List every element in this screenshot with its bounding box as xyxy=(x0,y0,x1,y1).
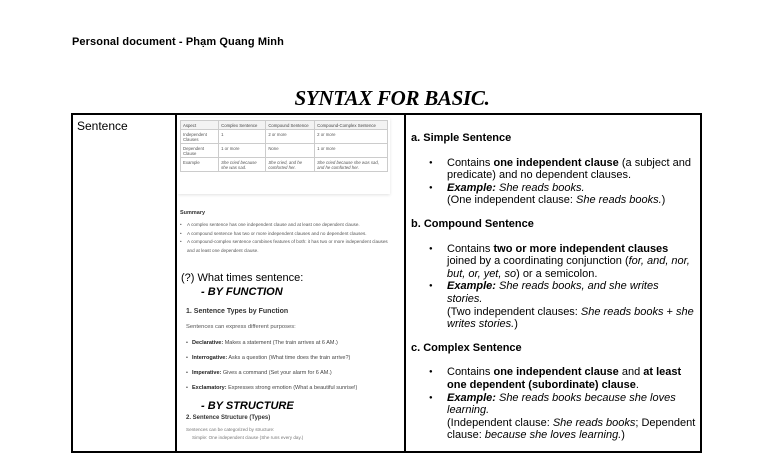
example-text: She reads books, and she writes stories. xyxy=(447,280,659,305)
section-heading: c. Complex Sentence xyxy=(411,341,522,354)
italic-text: She reads books. xyxy=(576,194,662,207)
text: and xyxy=(618,366,644,379)
table-cell: 2 or more xyxy=(315,130,388,144)
section-title: 2. Sentence Structure (Types) xyxy=(186,415,271,421)
row-label: Sentence xyxy=(77,119,128,133)
list-item xyxy=(411,157,696,182)
list-item xyxy=(192,370,402,376)
section-heading: a. Simple Sentence xyxy=(411,132,512,144)
table-cell: 1 or more xyxy=(219,144,266,158)
example-text: She reads books. xyxy=(495,181,585,194)
section-heading: b. Compound Sentence xyxy=(411,217,534,230)
text: (Two independent clauses: xyxy=(447,305,581,318)
text: ) xyxy=(514,318,518,331)
text: Contains xyxy=(447,156,494,169)
table-cell: Example xyxy=(181,158,219,172)
term-label: Declarative: xyxy=(192,340,224,346)
table-header-cell: Complex Sentence xyxy=(219,121,266,130)
text: (Independent clause: xyxy=(447,416,553,429)
table-row xyxy=(181,144,388,158)
table-cell: Dependent Clause xyxy=(181,144,219,158)
list-item: • A complex sentence has one independent clause and at least one dependent clause. xyxy=(180,221,390,230)
term-label: Imperative: xyxy=(192,370,222,376)
bullet-list xyxy=(411,157,696,207)
italic-text: She reads books xyxy=(552,416,636,429)
term-desc: Expresses strong emotion (What a beautiful sunrise!) xyxy=(228,385,358,391)
document-header: Personal document - Phạm Quang Minh xyxy=(72,36,284,48)
table-cell: She cried because she was sad, and he comforted her. xyxy=(315,158,388,172)
table-header-row xyxy=(181,121,388,130)
table-cell: 1 xyxy=(219,130,266,144)
bold-text: at least one dependent (subordinate) clause xyxy=(447,366,682,391)
term-label: Exclamatory: xyxy=(192,385,227,391)
italic-text: because she loves learning. xyxy=(484,429,622,442)
text: . xyxy=(635,378,639,391)
table-header-cell: Compound Sentence xyxy=(266,121,315,130)
function-heading: - BY FUNCTION xyxy=(201,286,283,298)
table-cell: 1 or more xyxy=(315,144,388,158)
text: + xyxy=(663,305,677,318)
bold-text: two or more independent clauses xyxy=(493,242,669,255)
summary-list xyxy=(180,221,390,255)
table-header-cell: Compound-Complex Sentence xyxy=(315,121,388,130)
table-cell: She cried because she was sad. xyxy=(219,158,266,172)
table-cell: None xyxy=(266,144,315,158)
bold-text: one independent clause xyxy=(493,366,619,379)
text: Contains xyxy=(447,366,494,379)
list-item: Simple: One independent clause (She runs every day.) xyxy=(192,435,304,440)
table-row xyxy=(181,158,388,172)
list-item xyxy=(192,385,402,391)
table-cell: Independent Clauses xyxy=(181,130,219,144)
page-title: SYNTAX FOR BASIC. xyxy=(294,86,490,110)
list-item: • A compound sentence has two or more independent clauses and no dependent clauses. xyxy=(180,230,390,239)
bullet-list xyxy=(411,366,696,442)
list-item xyxy=(192,355,402,361)
structure-heading: - BY STRUCTURE xyxy=(201,400,294,412)
embedded-screenshot xyxy=(178,116,404,441)
text: ) or a semicolon. xyxy=(516,267,598,280)
example-text: She reads books because she loves learning. xyxy=(447,391,676,417)
text: (One independent clause: xyxy=(447,194,577,207)
text: (a subject and predicate) and no dependent clauses. xyxy=(447,156,691,182)
term-desc: Gives a command (Set your alarm for 6 AM.) xyxy=(222,370,332,376)
list-item: • A compound-complex sentence combines features of both: it has two or more independent clauses and at least one dependent clause. xyxy=(180,238,390,255)
bullet-list xyxy=(411,243,696,331)
question-line: (?) What times sentence: xyxy=(181,272,304,284)
term-desc: Makes a statement (The train arrives at 6 AM.) xyxy=(224,340,338,346)
term-desc: Asks a question (What time does the train arrive?) xyxy=(228,355,351,361)
table-header-cell: Aspect xyxy=(181,121,219,130)
example-label: Example: xyxy=(447,280,496,293)
text: ) xyxy=(621,429,625,442)
text: joined by a coordinating conjunction ( xyxy=(447,255,629,268)
italic-text: She reads books xyxy=(580,305,664,318)
example-label: Example: xyxy=(447,181,496,194)
explanation-column xyxy=(411,132,696,442)
italic-text: for, and, nor, but, or, yet, so xyxy=(447,255,690,280)
list-item xyxy=(411,243,696,281)
column-divider xyxy=(404,113,406,453)
list-item xyxy=(411,280,696,330)
comparison-table xyxy=(180,120,388,172)
text: ; Dependent clause: xyxy=(447,416,696,442)
section-subtitle: Sentences can express different purposes: xyxy=(186,324,296,330)
example-label: Example: xyxy=(447,391,496,404)
text: ) xyxy=(661,194,666,207)
italic-text: she writes stories. xyxy=(447,305,694,331)
list-item xyxy=(192,340,402,346)
table-row xyxy=(181,130,388,144)
list-item xyxy=(411,392,696,442)
text: Contains xyxy=(447,242,494,255)
table-cell: 2 or more xyxy=(266,130,315,144)
list-item xyxy=(411,182,696,207)
table-cell: She cried, and he comforted her. xyxy=(266,158,315,172)
section-subtitle: Sentences can be categorized by structure: xyxy=(186,427,275,432)
section-title: 1. Sentence Types by Function xyxy=(186,308,289,315)
bold-text: one independent clause xyxy=(493,156,619,169)
summary-title: Summary xyxy=(180,210,206,216)
column-divider xyxy=(175,113,177,453)
term-label: Interrogative: xyxy=(192,355,228,361)
list-item xyxy=(411,366,696,391)
